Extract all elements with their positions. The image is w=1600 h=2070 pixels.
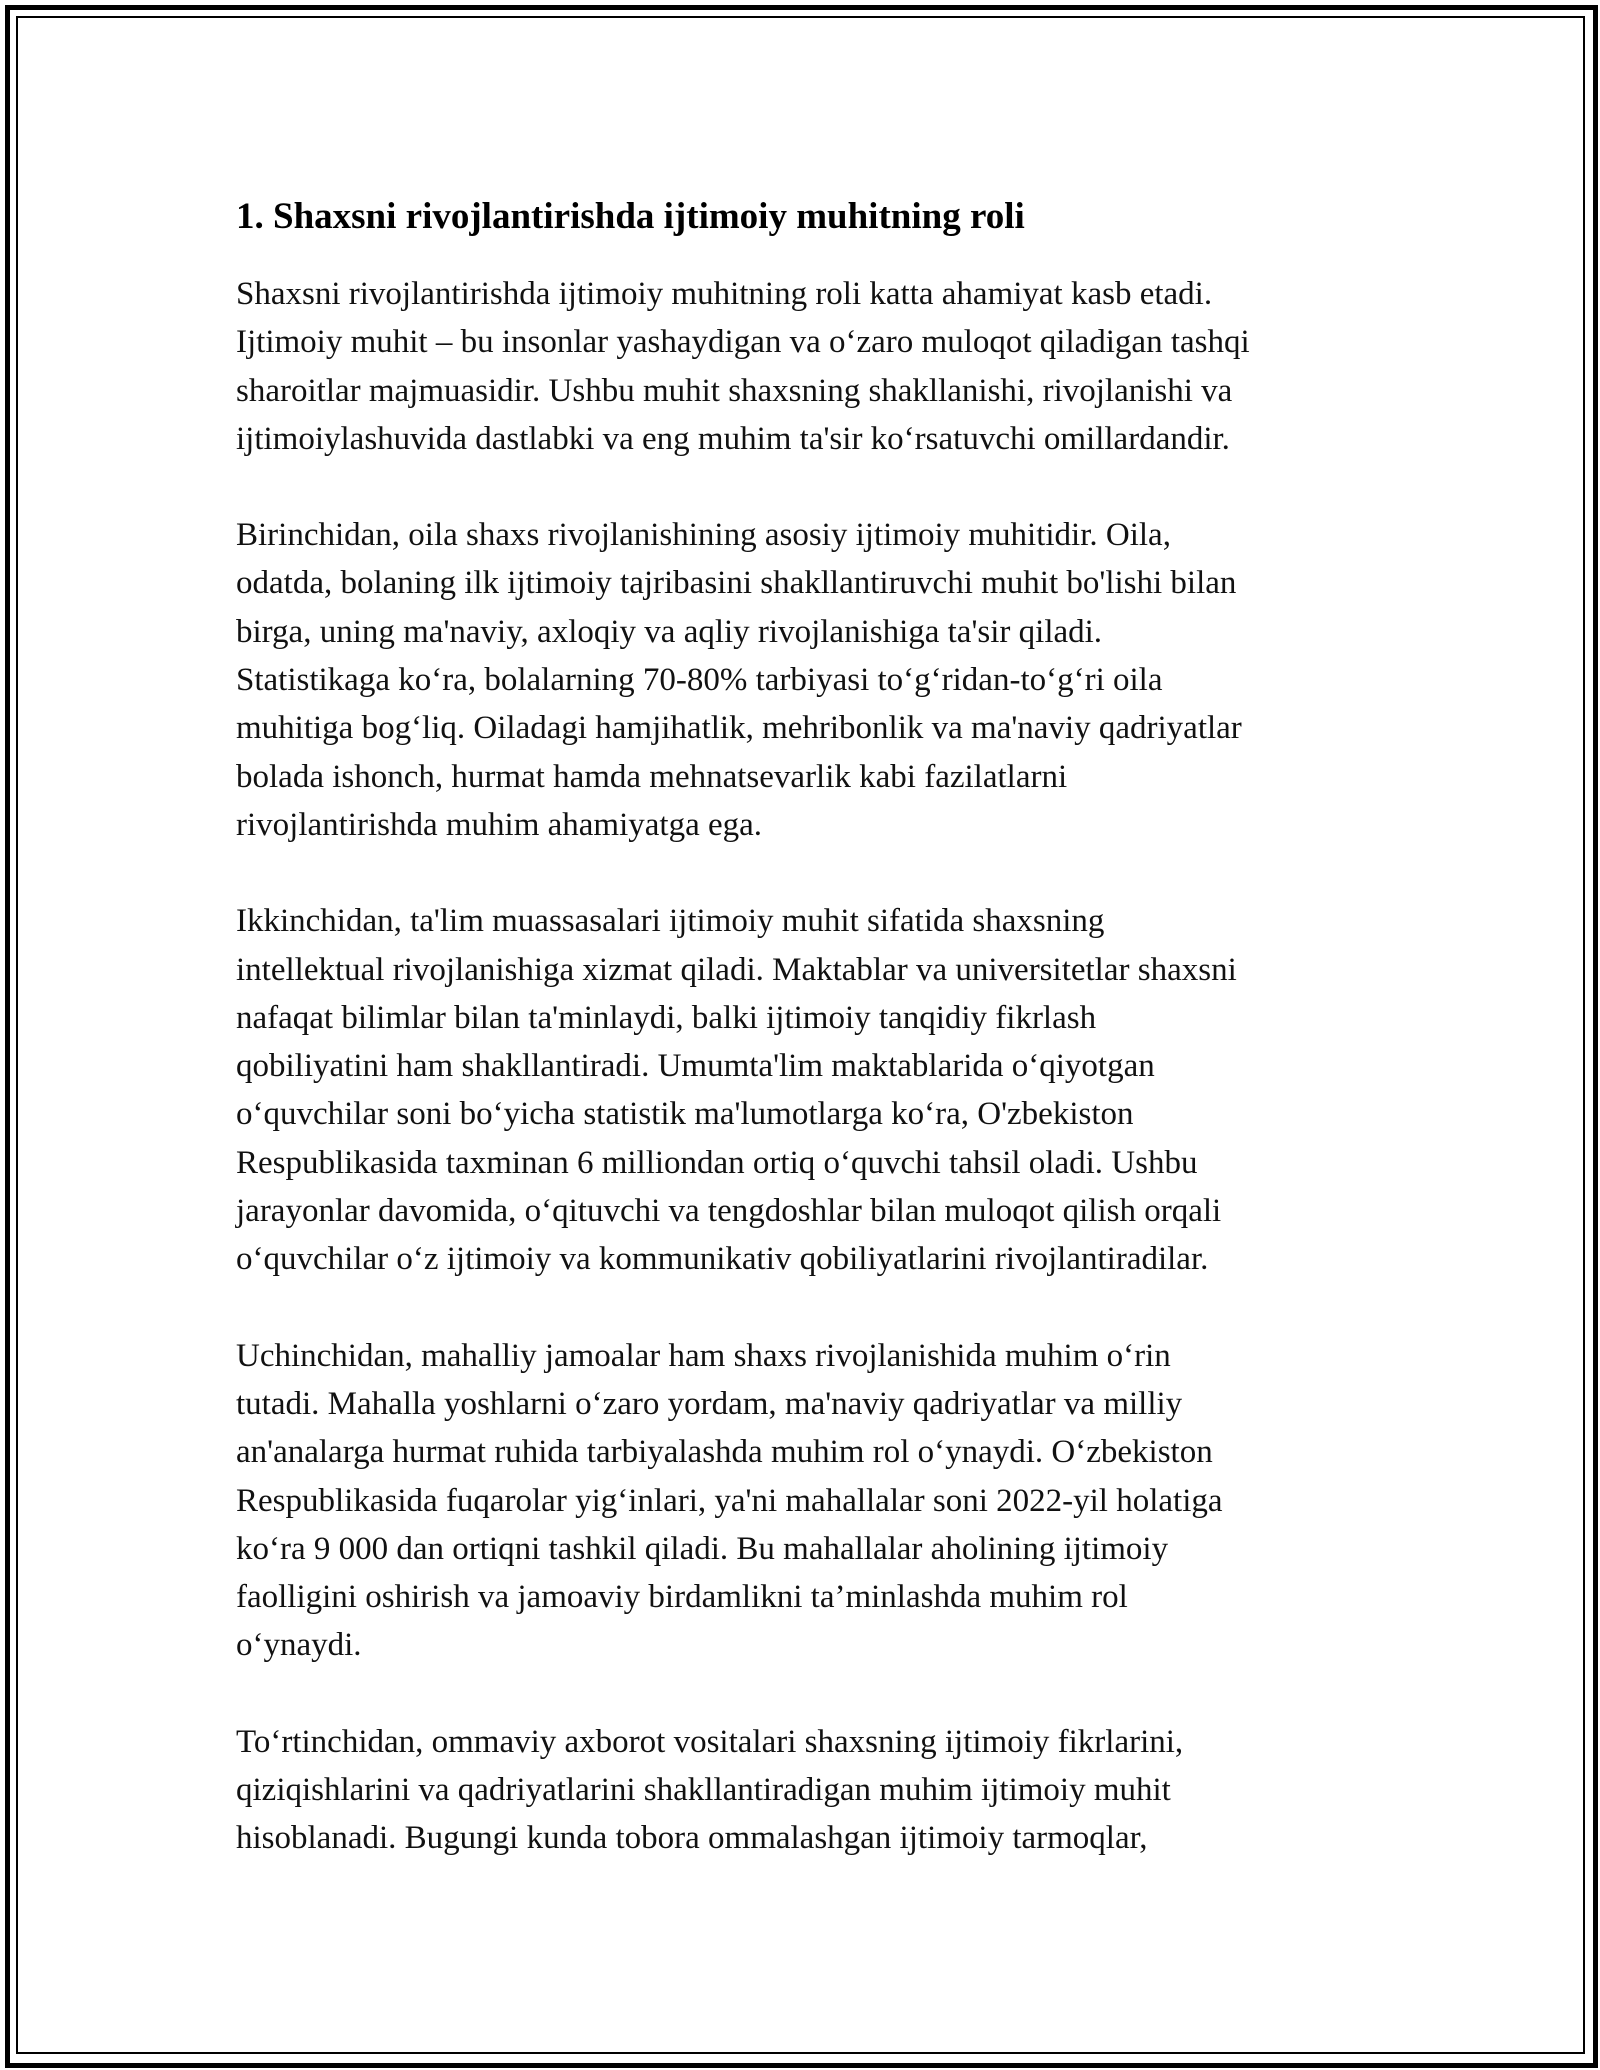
- text-line: Uchinchidan, mahalliy jamoalar ham shaxs rivojlanishida muhim o‘rin: [236, 1337, 1171, 1374]
- text-line: nafaqat bilimlar bilan ta'minlaydi, balki ijtimoiy tanqidiy fikrlash: [236, 999, 1097, 1036]
- paragraph-community: [236, 1332, 1376, 1670]
- section-heading: 1. Shaxsni rivojlantirishda ijtimoiy muhitning roli: [236, 196, 1025, 237]
- paragraph-family: [236, 511, 1376, 849]
- text-line: Birinchidan, oila shaxs rivojlanishining asosiy ijtimoiy muhitidir. Oila,: [236, 517, 1171, 554]
- text-line: o‘ynaydi.: [236, 1627, 362, 1664]
- text-line: ijtimoiylashuvida dastlabki va eng muhim ta'sir ko‘rsatuvchi omillardandir.: [236, 420, 1230, 457]
- paragraph-education: [236, 897, 1376, 1283]
- paragraph-media: [236, 1718, 1376, 1863]
- text-line: o‘quvchilar o‘z ijtimoiy va kommunikativ qobiliyatlarini rivojlantiradilar.: [236, 1241, 1209, 1278]
- text-line: o‘quvchilar soni bo‘yicha statistik ma'lumotlarga ko‘ra, O'zbekiston: [236, 1096, 1134, 1133]
- text-line: sharoitlar majmuasidir. Ushbu muhit shaxsning shakllanishi, rivojlanishi va: [236, 372, 1233, 409]
- text-line: Respublikasida fuqarolar yig‘inlari, ya'ni mahallalar soni 2022-yil holatiga: [236, 1482, 1223, 1519]
- text-line: Ikkinchidan, ta'lim muassasalari ijtimoiy muhit sifatida shaxsning: [236, 903, 1105, 940]
- text-line: Shaxsni rivojlantirishda ijtimoiy muhitning roli katta ahamiyat kasb etadi.: [236, 276, 1213, 312]
- text-line: birga, uning ma'naviy, axloqiy va aqliy rivojlanishiga ta'sir qiladi.: [236, 613, 1103, 650]
- text-line: odatda, bolaning ilk ijtimoiy tajribasini shakllantiruvchi muhit bo'lishi bilan: [236, 565, 1237, 602]
- text-line: rivojlantirishda muhim ahamiyatga ega.: [236, 806, 763, 843]
- text-line: faolligini oshirish va jamoaviy birdamlikni ta’minlashda muhim rol: [236, 1579, 1128, 1616]
- text-line: ko‘ra 9 000 dan ortiqni tashkil qiladi. Bu mahallalar aholining ijtimoiy: [236, 1530, 1169, 1567]
- text-line: an'analarga hurmat ruhida tarbiyalashda muhim rol o‘ynaydi. O‘zbekiston: [236, 1434, 1213, 1471]
- text-line: Respublikasida taxminan 6 milliondan ortiq o‘quvchi tahsil oladi. Ushbu: [236, 1144, 1198, 1181]
- text-line: Statistikaga ko‘ra, bolalarning 70-80% tarbiyasi to‘g‘ridan-to‘g‘ri oila: [236, 662, 1163, 699]
- text-line: bolada ishonch, hurmat hamda mehnatsevarlik kabi fazilatlarni: [236, 758, 1068, 795]
- paragraph-intro: [236, 270, 1376, 463]
- document-body: [236, 194, 1376, 1911]
- text-line: tutadi. Mahalla yoshlarni o‘zaro yordam, ma'naviy qadriyatlar va milliy: [236, 1385, 1183, 1422]
- text-line: qobiliyatini ham shakllantiradi. Umumta'lim maktablarida o‘qiyotgan: [236, 1048, 1155, 1085]
- text-line: jarayonlar davomida, o‘qituvchi va tengdoshlar bilan muloqot qilish orqali: [236, 1193, 1222, 1230]
- text-line: intellektual rivojlanishiga xizmat qiladi. Maktablar va universitetlar shaxsni: [236, 951, 1237, 988]
- text-line: To‘rtinchidan, ommaviy axborot vositalari shaxsning ijtimoiy fikrlarini,: [236, 1723, 1184, 1760]
- text-line: Ijtimoiy muhit – bu insonlar yashaydigan va o‘zaro muloqot qiladigan tashqi: [236, 324, 1250, 361]
- text-line: hisoblanadi. Bugungi kunda tobora ommalashgan ijtimoiy tarmoqlar,: [236, 1820, 1148, 1857]
- text-line: muhitiga bog‘liq. Oiladagi hamjihatlik, mehribonlik va ma'naviy qadriyatlar: [236, 710, 1242, 747]
- text-line: qiziqishlarini va qadriyatlarini shakllantiradigan muhim ijtimoiy muhit: [236, 1772, 1171, 1809]
